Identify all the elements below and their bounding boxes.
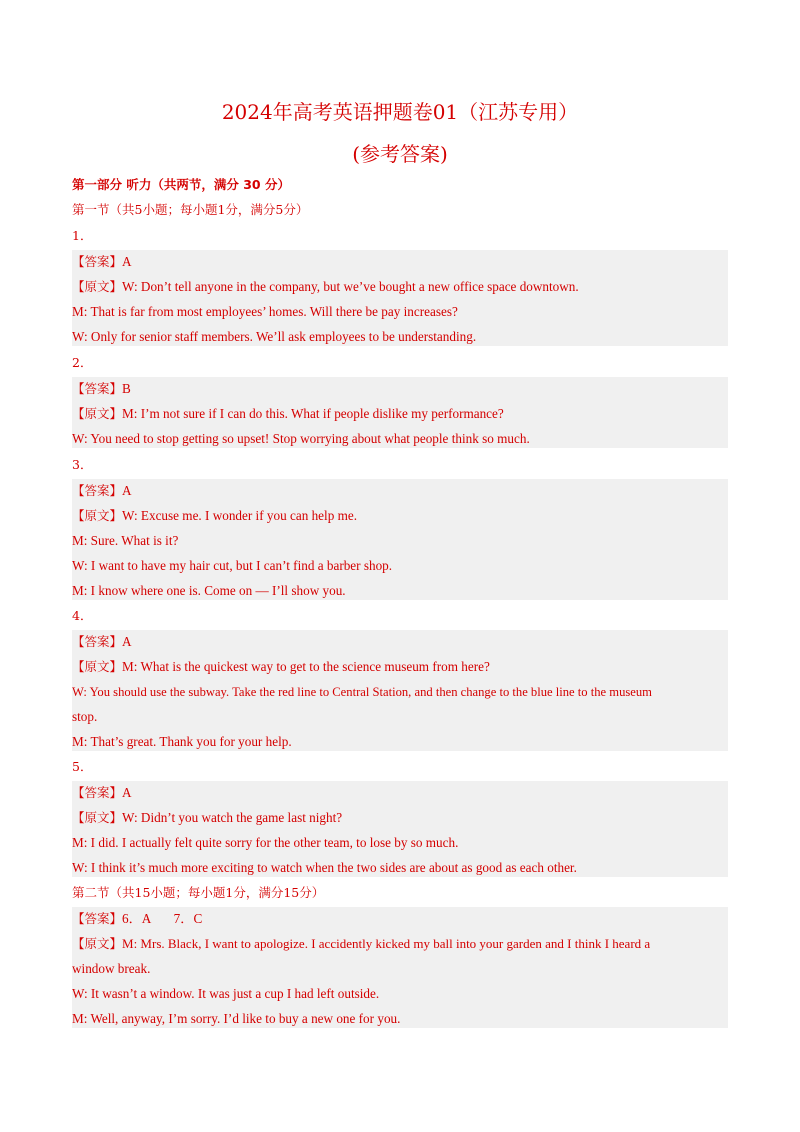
transcript-line: M: I know where one is. Come on — I’ll show you. <box>72 583 346 598</box>
transcript-line: M: I did. I actually felt quite sorry for the other team, to lose by so much. <box>72 835 459 850</box>
answer-tag: 【答案】 <box>72 785 123 800</box>
source-tag: 【原文】 <box>72 406 123 421</box>
answer-line <box>72 632 728 652</box>
transcript-line <box>72 404 728 424</box>
transcript-text: W: Didn’t you watch the game last night? <box>122 810 343 825</box>
answer-tag: 【答案】 <box>72 911 123 926</box>
transcript-line <box>72 934 728 954</box>
answer-tag: 【答案】 <box>72 254 123 269</box>
part1-heading: 第一部分 听力（共两节，满分 30 分） <box>72 177 290 192</box>
answer-value: A <box>122 254 132 269</box>
answer-line <box>72 379 728 399</box>
answer-value: B <box>122 381 131 396</box>
answer-tag: 【答案】 <box>72 483 123 498</box>
transcript-line: M: Sure. What is it? <box>72 533 179 548</box>
transcript-line: M: That’s great. Thank you for your help. <box>72 734 292 749</box>
answer-line <box>72 481 728 501</box>
answer-tag: 【答案】 <box>72 381 123 396</box>
transcript-text: W: Don’t tell anyone in the company, but we’ve bought a new office space downtown. <box>122 279 579 294</box>
answer-tag: 【答案】 <box>72 634 123 649</box>
transcript-line: W: I want to have my hair cut, but I can’t find a barber shop. <box>72 558 393 573</box>
transcript-text: M: What is the quickest way to get to the science museum from here? <box>122 659 490 674</box>
transcript-line: W: You need to stop getting so upset! Stop worrying about what people think so much. <box>72 431 530 446</box>
source-tag: 【原文】 <box>72 810 123 825</box>
answer-value: A <box>122 785 132 800</box>
transcript-line: M: Well, anyway, I’m sorry. I’d like to buy a new one for you. <box>72 1011 401 1026</box>
transcript-text: M: Mrs. Black, I want to apologize. I accidently kicked my ball into your garden and I think I heard a <box>122 936 651 951</box>
question-number: 3． <box>72 457 93 472</box>
answer-value: 6．A 7．C <box>122 911 203 926</box>
question-number: 1． <box>72 228 93 243</box>
source-tag: 【原文】 <box>72 508 123 523</box>
transcript-line: W: You should use the subway. Take the red line to Central Station, and then change to the blue line to the museum <box>72 685 652 699</box>
answer-line <box>72 783 728 803</box>
answer-value: A <box>122 634 132 649</box>
transcript-line <box>72 657 728 677</box>
answer-value: A <box>122 483 132 498</box>
answer-line <box>72 909 728 929</box>
section1-heading: 第一节（共5小题；每小题1分，满分5分） <box>72 202 309 217</box>
transcript-line <box>72 277 728 297</box>
transcript-line: stop. <box>72 709 98 724</box>
transcript-line <box>72 506 728 526</box>
question-number: 5． <box>72 759 93 774</box>
source-tag: 【原文】 <box>72 279 123 294</box>
source-tag: 【原文】 <box>72 936 123 951</box>
answer-line <box>72 252 728 272</box>
page-title: 2024年高考英语押题卷01（江苏专用） <box>221 100 579 124</box>
question-number: 4． <box>72 608 93 623</box>
section2-heading: 第二节（共15小题；每小题1分，满分15分） <box>72 885 325 900</box>
transcript-line <box>72 808 728 828</box>
transcript-line: M: That is far from most employees’ homes. Will there be pay increases? <box>72 304 458 319</box>
transcript-line: W: It wasn’t a window. It was just a cup I had left outside. <box>72 986 380 1001</box>
transcript-text: M: I’m not sure if I can do this. What if people dislike my performance? <box>122 406 504 421</box>
transcript-line: W: I think it’s much more exciting to watch when the two sides are about as good as each other. <box>72 860 577 875</box>
transcript-text: W: Excuse me. I wonder if you can help me. <box>122 508 357 523</box>
transcript-line: window break. <box>72 961 151 976</box>
page-subtitle: (参考答案) <box>352 142 448 166</box>
transcript-line: W: Only for senior staff members. We’ll ask employees to be understanding. <box>72 329 477 344</box>
source-tag: 【原文】 <box>72 659 123 674</box>
question-number: 2． <box>72 355 93 370</box>
